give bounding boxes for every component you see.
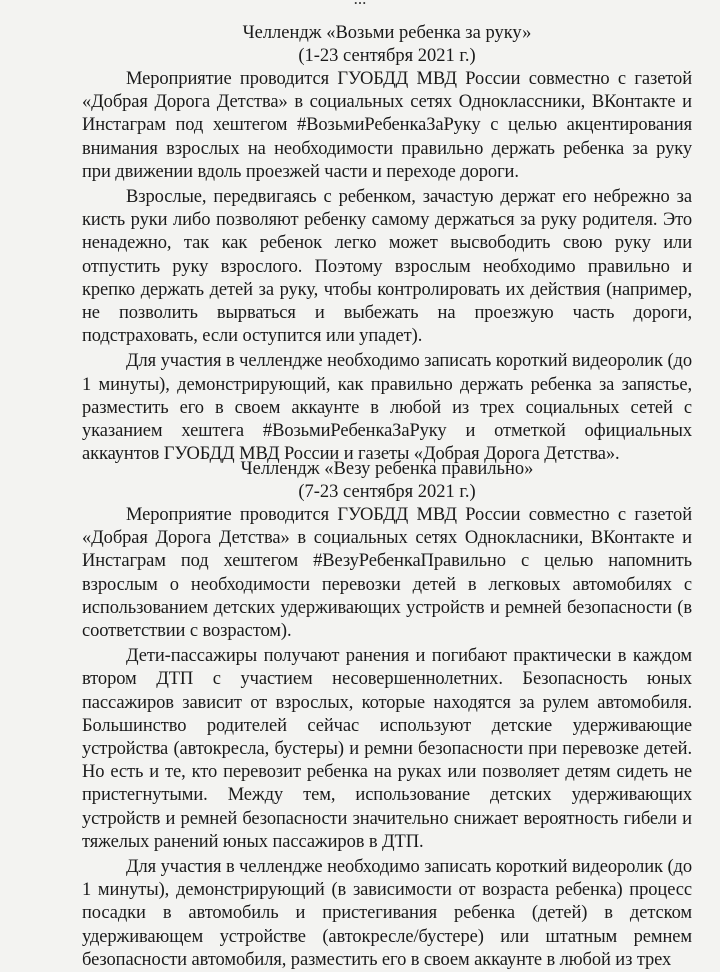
paragraph: Для участия в челлендже необходимо записать короткий видеоролик (до 1 минуты), демонстрирующий (в зависимости от возраста ребенка) процесс посадки в автомобиль и пристегивания ребенка (детей) в детском удерживающем устройстве (автокресле/бустере) или штатным ремнем безопасности автомобиля, разместить его в своем аккаунте в любой из трех bbox=[82, 857, 692, 970]
challenge-section-carry-child bbox=[82, 458, 692, 972]
cut-off-header-line bbox=[0, 0, 720, 7]
paragraph: Дети-пассажиры получают ранения и погибают практически в каждом втором ДТП с участием несовершеннолетних. Безопасность юных пассажиров зависит от взрослых, которые находятся за рулем автомобиля. Большинство родителей сейчас используют детские удерживающие устройства (автокресла, бустеры) и ремни безопасности при перевозке детей. Но есть и те, кто перевозит ребенка на руках или позволяет детям сидеть не пристегнутыми. Между тем, использование детских удерживающих устройств и ремней безопасности значительно снижает вероятность гибели и тяжелых ранений юных пассажиров в ДТП. bbox=[82, 646, 692, 852]
paragraph: Взрослые, передвигаясь с ребенком, зачастую держат его небрежно за кисть руки либо позволяют ребенку самому держаться за руку родителя. Это ненадежно, так как ребенок легко может высвободить свою руку или отпустить руку взрослого. Поэтому взрослым необходимо правильно и крепко держать детей за руку, чтобы контролировать их действия (например, не позволить вырваться и выбежать на проезжую часть дороги, подстраховать, если оступится или упадет). bbox=[82, 187, 692, 347]
section-dates: (1-23 сентября 2021 г.) bbox=[298, 46, 476, 66]
section-dates: (7-23 сентября 2021 г.) bbox=[298, 482, 476, 502]
paragraph: Для участия в челлендже необходимо записать короткий видеоролик (до 1 минуты), демонстрирующий, как правильно держать ребенка за запястье, разместить его в своем аккаунте в любой из трех социальных сетей с указанием хештега #ВозьмиРебенкаЗаРуку и отметкой официальных аккаунтов ГУОБДД МВД России и газеты «Добрая Дорога Детства». bbox=[82, 351, 692, 465]
section-title: Челлендж «Возьми ребенка за руку» bbox=[242, 23, 532, 43]
paragraph: Мероприятие проводится ГУОБДД МВД России совместно с газетой «Добрая Дорога Детства» в социальных сетях Одноклассники, ВКонтакте и Инстаграм под хештегом #ВозьмиРебенкаЗаРуку с целью акцентирования внимания взрослых на необходимости правильно держать ребенка за руку при движении вдоль проезжей части и переходе дороги. bbox=[82, 69, 692, 182]
challenge-section-hold-hand bbox=[82, 22, 692, 466]
paragraph: Мероприятие проводится ГУОБДД МВД России совместно с газетой «Добрая Дорога Детства» в социальных сетях Однокласники, ВКонтакте и Инстаграм под хештегом #ВезуРебенкаПравильно с целью напомнить взрослым о необходимости перевозки детей в легковых автомобилях с использованием детских удерживающих устройств и ремней безопасности (в соответствии с возрастом). bbox=[82, 505, 692, 642]
section-title: Челлендж «Везу ребенка правильно» bbox=[240, 459, 534, 479]
